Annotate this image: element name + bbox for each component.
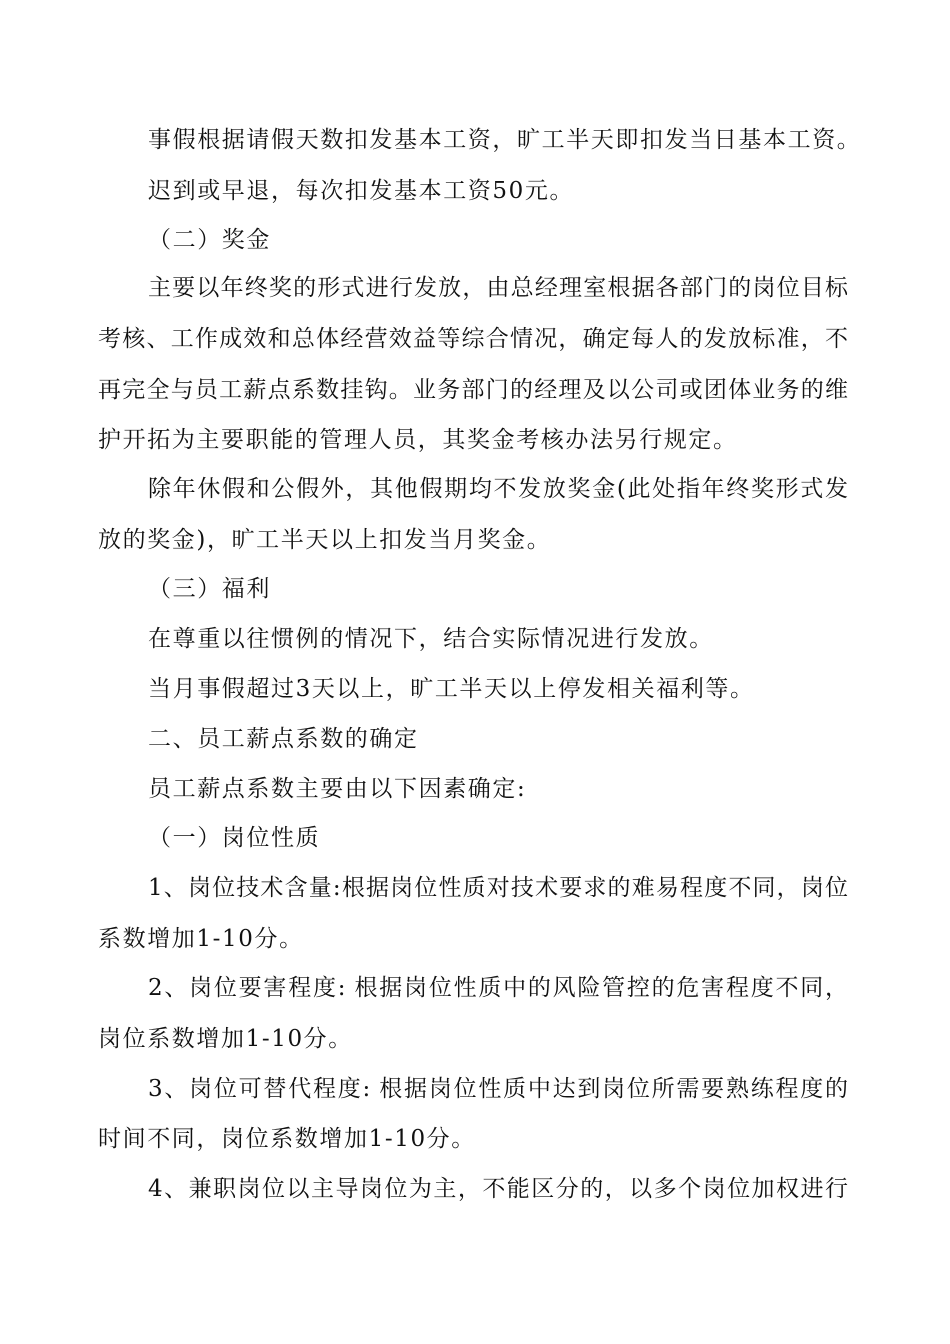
paragraph-bonus-line-2: 考核、工作成效和总体经营效益等综合情况，确定每人的发放标准，不 xyxy=(98,326,848,352)
paragraph-leave-bonus-line-2: 放的奖金)，旷工半天以上扣发当月奖金。 xyxy=(98,527,552,553)
paragraph-welfare-suspension: 当月事假超过3天以上，旷工半天以上停发相关福利等。 xyxy=(148,676,755,702)
heading-coefficient: 二、员工薪点系数的确定 xyxy=(148,726,419,752)
item-1-line-1: 1、岗位技术含量:根据岗位性质对技术要求的难易程度不同，岗位 xyxy=(148,875,848,901)
item-4-line-1: 4、兼职岗位以主导岗位为主，不能区分的，以多个岗位加权进行 xyxy=(148,1176,848,1202)
paragraph-bonus-line-1: 主要以年终奖的形式进行发放，由总经理室根据各部门的岗位目标 xyxy=(148,275,848,301)
item-3-line-1: 3、岗位可替代程度: 根据岗位性质中达到岗位所需要熟练程度的 xyxy=(148,1076,848,1102)
paragraph-bonus-line-4: 护开拓为主要职能的管理人员，其奖金考核办法另行规定。 xyxy=(98,427,738,453)
heading-position-nature: （一）岗位性质 xyxy=(148,825,321,851)
heading-welfare: （三）福利 xyxy=(148,576,271,602)
paragraph-sick-leave-deduction: 事假根据请假天数扣发基本工资，旷工半天即扣发当日基本工资。 xyxy=(148,127,862,153)
paragraph-late-deduction: 迟到或早退，每次扣发基本工资50元。 xyxy=(148,178,575,204)
paragraph-coefficient-intro: 员工薪点系数主要由以下因素确定: xyxy=(148,776,527,802)
paragraph-welfare: 在尊重以往惯例的情况下，结合实际情况进行发放。 xyxy=(148,626,714,652)
paragraph-bonus-line-3: 再完全与员工薪点系数挂钩。业务部门的经理及以公司或团体业务的维 xyxy=(98,377,848,403)
paragraph-leave-bonus-line-1: 除年休假和公假外，其他假期均不发放奖金(此处指年终奖形式发 xyxy=(148,476,848,502)
item-3-line-2: 时间不同，岗位系数增加1-10分。 xyxy=(98,1126,476,1152)
item-2-line-2: 岗位系数增加1-10分。 xyxy=(98,1026,353,1052)
item-1-line-2: 系数增加1-10分。 xyxy=(98,926,304,952)
heading-bonus: （二）奖金 xyxy=(148,227,271,253)
item-2-line-1: 2、岗位要害程度: 根据岗位性质中的风险管控的危害程度不同， xyxy=(148,975,848,1001)
